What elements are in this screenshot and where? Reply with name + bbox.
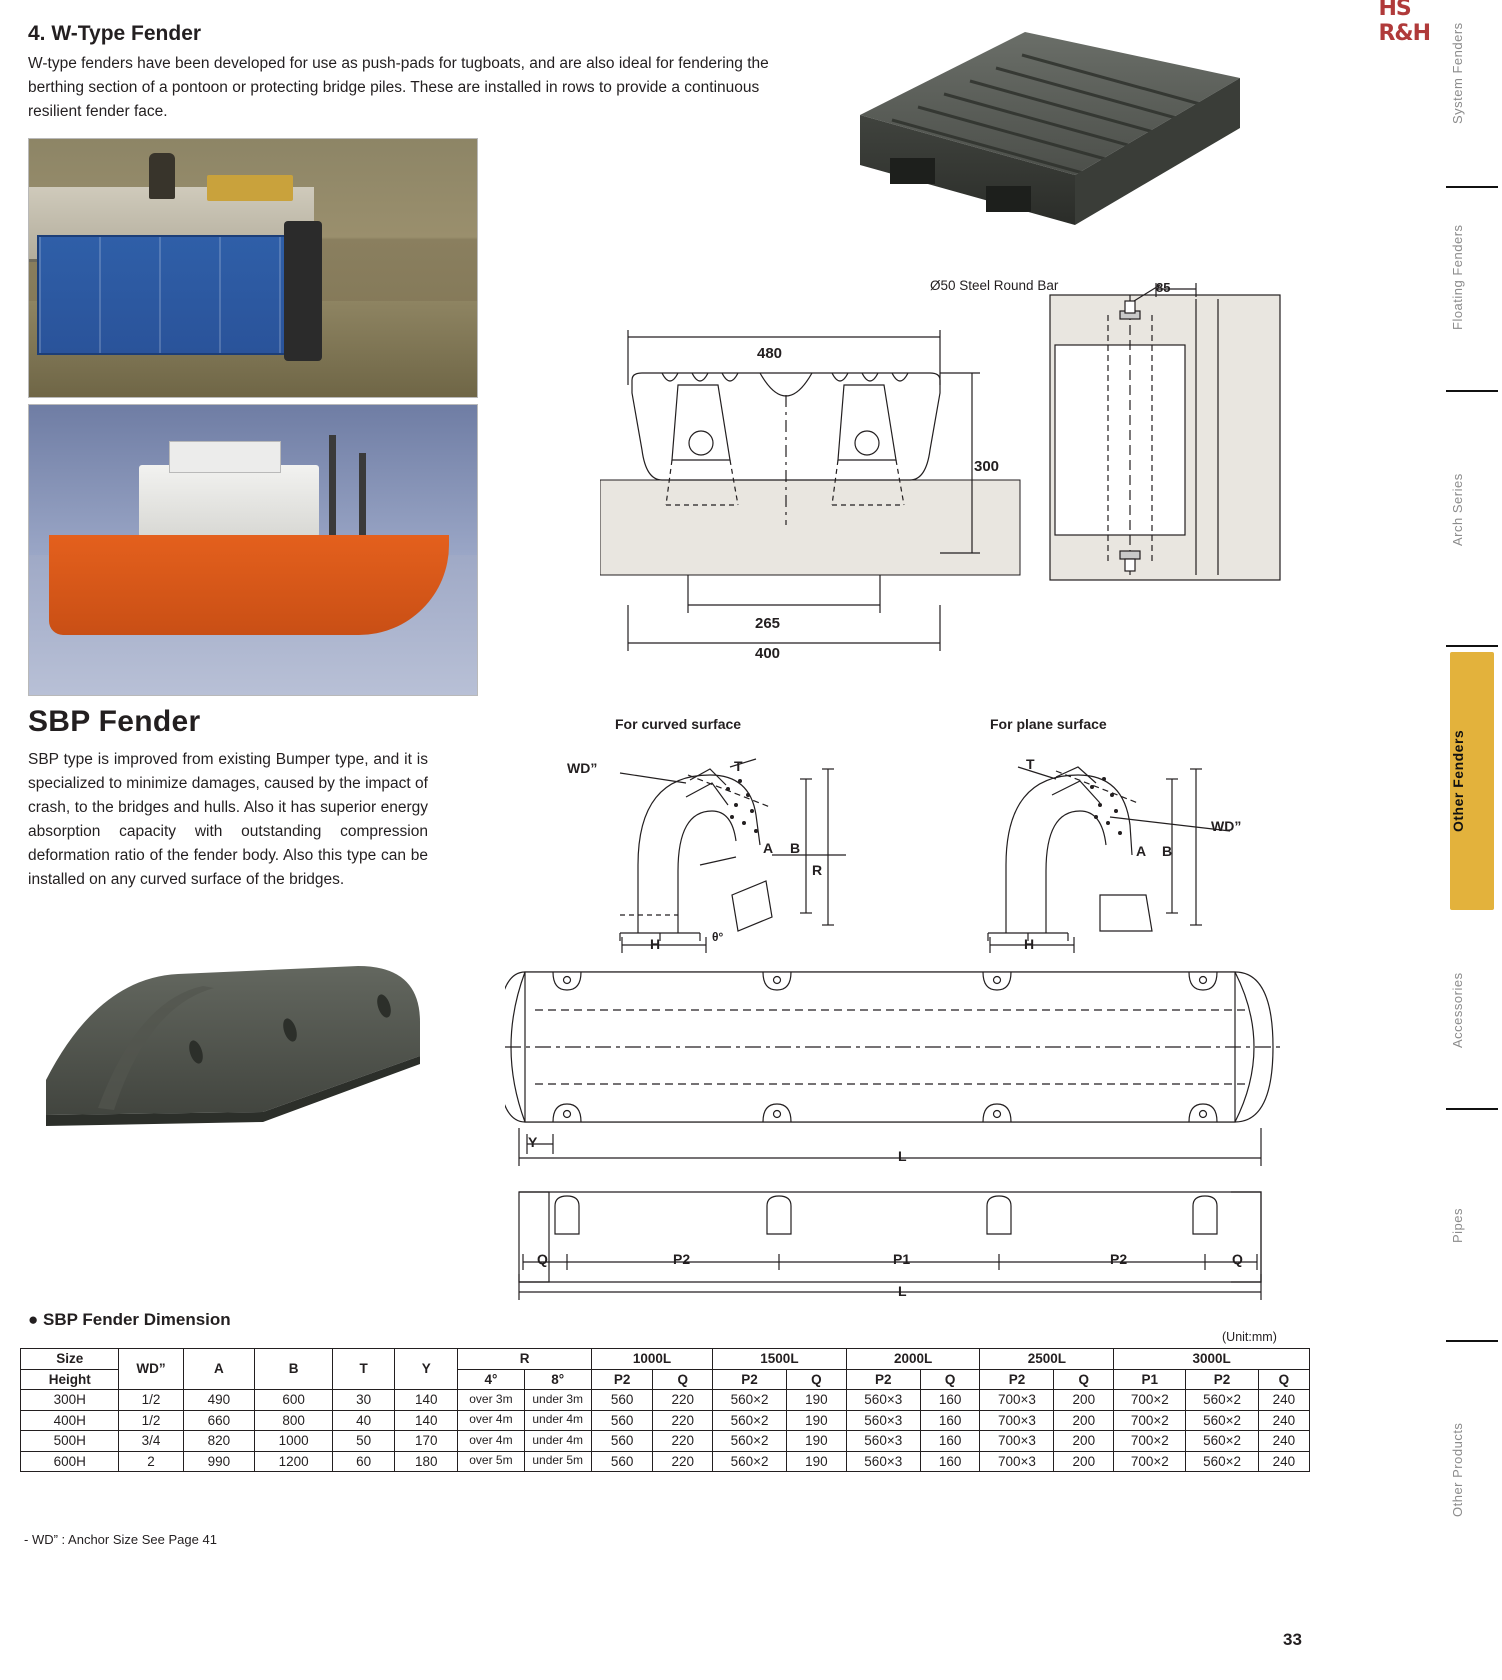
table-cell-b: 800: [255, 1410, 333, 1431]
table-cell-a: 820: [183, 1431, 255, 1452]
table-cell-l2000_p2: 560×3: [846, 1451, 920, 1472]
table-cell-l1500_q: 190: [787, 1410, 847, 1431]
table-cell-l2500_p2: 700×3: [980, 1390, 1054, 1411]
sidebar-item-system-fenders[interactable]: [1450, 8, 1494, 138]
table-cell-l3000_p2: 560×2: [1186, 1410, 1258, 1431]
col-1000l-p2: P2: [591, 1369, 652, 1390]
table-cell-b: 1200: [255, 1451, 333, 1472]
table-cell-l1000_q: 220: [653, 1410, 713, 1431]
table-header-row-1: [21, 1349, 1310, 1370]
table-cell-y: 140: [395, 1410, 458, 1431]
col-height: Height: [21, 1369, 119, 1390]
col-3000l: 3000L: [1114, 1349, 1310, 1370]
table-cell-t: 60: [333, 1451, 395, 1472]
sbp-curved-section-diagram: [560, 745, 890, 960]
elev-p2-left-label: P2: [673, 1251, 691, 1267]
col-b: B: [255, 1349, 333, 1390]
table-cell-l3000_p1: 700×2: [1114, 1451, 1186, 1472]
plane-surface-caption: For plane surface: [990, 716, 1107, 732]
table-cell-l3000_p1: 700×2: [1114, 1431, 1186, 1452]
table-cell-l1500_p2: 560×2: [713, 1431, 787, 1452]
curved-wd-label: WD”: [567, 760, 598, 776]
table-cell-l2500_p2: 700×3: [980, 1431, 1054, 1452]
sbp-fender-render: [28, 960, 428, 1140]
table-cell-l2500_p2: 700×3: [980, 1410, 1054, 1431]
table-cell-l1500_q: 190: [787, 1390, 847, 1411]
table-cell-t: 30: [333, 1390, 395, 1411]
table-cell-l1500_p2: 560×2: [713, 1451, 787, 1472]
table-cell-a: 490: [183, 1390, 255, 1411]
sbp-dimension-table: [20, 1348, 1310, 1472]
dim-400-label: 400: [755, 645, 781, 662]
table-cell-l2000_q: 160: [920, 1410, 980, 1431]
col-wd: WD”: [119, 1349, 183, 1390]
table-cell-r4: over 3m: [458, 1390, 524, 1411]
col-a: A: [183, 1349, 255, 1390]
col-y: Y: [395, 1349, 458, 1390]
table-cell-r4: over 4m: [458, 1431, 524, 1452]
table-cell-l3000_p2: 560×2: [1186, 1390, 1258, 1411]
table-cell-y: 180: [395, 1451, 458, 1472]
sidebar-item-other-fenders[interactable]: [1450, 652, 1494, 910]
table-cell-l2000_p2: 560×3: [846, 1390, 920, 1411]
dim-85-label: 85: [1156, 280, 1171, 295]
table-cell-y: 140: [395, 1390, 458, 1411]
plane-wd-label: WD”: [1211, 818, 1242, 834]
dim-265-label: 265: [755, 615, 781, 632]
page-number: 33: [1283, 1630, 1302, 1649]
rail-divider: [1446, 645, 1498, 647]
table-cell-a: 990: [183, 1451, 255, 1472]
col-3000l-q: Q: [1258, 1369, 1309, 1390]
col-t: T: [333, 1349, 395, 1390]
rail-divider: [1446, 1108, 1498, 1110]
table-cell-b: 1000: [255, 1431, 333, 1452]
table-cell-height: 400H: [21, 1410, 119, 1431]
dim-480-label: 480: [757, 345, 783, 362]
table-cell-l2000_q: 160: [920, 1431, 980, 1452]
table-row: [21, 1390, 1310, 1411]
elev-p2-right-label: P2: [1110, 1251, 1128, 1267]
table-cell-wd: 1/2: [119, 1390, 183, 1411]
sidebar-item-label: System Fenders: [1450, 22, 1465, 124]
table-cell-wd: 1/2: [119, 1410, 183, 1431]
col-size: Size: [21, 1349, 119, 1370]
col-1000l: 1000L: [591, 1349, 712, 1370]
table-cell-l1000_q: 220: [653, 1431, 713, 1452]
table-cell-r4: over 5m: [458, 1451, 524, 1472]
table-cell-wd: 3/4: [119, 1431, 183, 1452]
table-cell-t: 50: [333, 1431, 395, 1452]
dim-300-label: 300: [974, 458, 1000, 475]
table-cell-l2500_q: 200: [1054, 1410, 1114, 1431]
table-cell-l2500_q: 200: [1054, 1451, 1114, 1472]
plan-l-label: L: [898, 1148, 907, 1164]
sbp-heading: SBP Fender: [28, 705, 201, 738]
table-cell-l2000_q: 160: [920, 1390, 980, 1411]
table-cell-height: 300H: [21, 1390, 119, 1411]
table-cell-l2000_p2: 560×3: [846, 1431, 920, 1452]
table-cell-r8: under 4m: [524, 1431, 591, 1452]
curved-surface-caption: For curved surface: [615, 716, 742, 732]
table-row: [21, 1431, 1310, 1452]
brand-logo: HS R&H: [1378, 0, 1430, 46]
curved-t-label: T: [734, 758, 743, 774]
sidebar-item-arch-series[interactable]: [1450, 455, 1494, 565]
sidebar-item-other-products[interactable]: [1450, 1400, 1494, 1540]
rail-divider: [1446, 1340, 1498, 1342]
rail-divider: [1446, 186, 1498, 188]
table-cell-r8: under 4m: [524, 1410, 591, 1431]
table-cell-l1500_p2: 560×2: [713, 1390, 787, 1411]
table-cell-l3000_p1: 700×2: [1114, 1410, 1186, 1431]
photo-tugboat: [28, 404, 478, 696]
table-cell-r4: over 4m: [458, 1410, 524, 1431]
col-1500l-p2: P2: [713, 1369, 787, 1390]
plane-a-label: A: [1136, 843, 1147, 859]
curved-h-label: H: [650, 936, 661, 952]
sidebar-item-label: Other Products: [1450, 1422, 1465, 1518]
table-cell-y: 170: [395, 1431, 458, 1452]
table-cell-l3000_p2: 560×2: [1186, 1451, 1258, 1472]
table-cell-l2000_q: 160: [920, 1451, 980, 1472]
col-2500l: 2500L: [980, 1349, 1114, 1370]
col-1000l-q: Q: [653, 1369, 713, 1390]
table-cell-l3000_q: 240: [1258, 1451, 1309, 1472]
table-row: [21, 1451, 1310, 1472]
col-r-8: 8°: [524, 1369, 591, 1390]
sidebar-item-label: Floating Fenders: [1450, 224, 1465, 331]
col-2000l: 2000L: [846, 1349, 980, 1370]
col-1500l-q: Q: [787, 1369, 847, 1390]
table-cell-l1000_q: 220: [653, 1390, 713, 1411]
sidebar-item-label: Pipes: [1450, 1207, 1465, 1243]
steel-round-bar-note: Ø50 Steel Round Bar: [930, 278, 1059, 293]
table-cell-l3000_q: 240: [1258, 1390, 1309, 1411]
table-cell-l3000_q: 240: [1258, 1431, 1309, 1452]
table-cell-height: 600H: [21, 1451, 119, 1472]
table-cell-b: 600: [255, 1390, 333, 1411]
table-cell-t: 40: [333, 1410, 395, 1431]
curved-theta-label: θ°: [712, 930, 724, 944]
table-cell-height: 500H: [21, 1431, 119, 1452]
table-cell-l2000_p2: 560×3: [846, 1410, 920, 1431]
sbp-dimension-title: ● SBP Fender Dimension: [28, 1310, 231, 1329]
elev-q-right-label: Q: [1232, 1251, 1243, 1267]
table-cell-l1500_p2: 560×2: [713, 1410, 787, 1431]
sidebar-item-label: Other Fenders: [1450, 729, 1466, 833]
table-row: [21, 1410, 1310, 1431]
w-type-drawing: [600, 275, 1300, 675]
col-3000l-p1: P1: [1114, 1369, 1186, 1390]
unit-note: (Unit:mm): [1222, 1330, 1277, 1344]
sidebar-item-label: Arch Series: [1450, 473, 1465, 547]
table-cell-l3000_q: 240: [1258, 1410, 1309, 1431]
side-tab-rail: [1378, 0, 1502, 1680]
w-type-heading: 4. W-Type Fender: [28, 22, 202, 45]
table-cell-a: 660: [183, 1410, 255, 1431]
elev-p1-label: P1: [893, 1251, 911, 1267]
table-cell-l3000_p1: 700×2: [1114, 1390, 1186, 1411]
curved-a-label: A: [763, 840, 774, 856]
w-type-fender-render: [840, 20, 1260, 260]
table-cell-l1000_p2: 560: [591, 1390, 652, 1411]
col-2000l-q: Q: [920, 1369, 980, 1390]
rail-divider: [1446, 390, 1498, 392]
sbp-plane-section-diagram: [960, 745, 1270, 960]
col-r-4: 4°: [458, 1369, 524, 1390]
elev-q-left-label: Q: [537, 1251, 548, 1267]
col-2500l-p2: P2: [980, 1369, 1054, 1390]
plane-t-label: T: [1026, 756, 1035, 772]
col-2500l-q: Q: [1054, 1369, 1114, 1390]
photo-pontoon-fender: [28, 138, 478, 398]
table-cell-l1000_p2: 560: [591, 1410, 652, 1431]
col-1500l: 1500L: [713, 1349, 847, 1370]
col-2000l-p2: P2: [846, 1369, 920, 1390]
table-footnote: - WD” : Anchor Size See Page 41: [24, 1532, 217, 1547]
table-cell-l2500_q: 200: [1054, 1390, 1114, 1411]
table-cell-l1000_q: 220: [653, 1451, 713, 1472]
curved-b-label: B: [790, 840, 801, 856]
w-type-body-text: W-type fenders have been developed for use as push-pads for tugboats, and are also ideal for fendering the berthing section of a pontoon or protecting bridge piles. These are installed in rows to provide a continuous resilient fender face.: [28, 55, 769, 121]
sidebar-item-pipes[interactable]: [1450, 1195, 1494, 1255]
plane-h-label: H: [1024, 936, 1035, 952]
table-cell-l1500_q: 190: [787, 1451, 847, 1472]
table-cell-l1000_p2: 560: [591, 1431, 652, 1452]
table-body: [21, 1390, 1310, 1472]
table-cell-r8: under 5m: [524, 1451, 591, 1472]
table-cell-l1500_q: 190: [787, 1431, 847, 1452]
sidebar-item-accessories[interactable]: [1450, 955, 1494, 1065]
table-cell-r8: under 3m: [524, 1390, 591, 1411]
table-cell-l3000_p2: 560×2: [1186, 1431, 1258, 1452]
table-cell-l1000_p2: 560: [591, 1451, 652, 1472]
plane-b-label: B: [1162, 843, 1173, 859]
table-cell-wd: 2: [119, 1451, 183, 1472]
table-cell-l2500_q: 200: [1054, 1431, 1114, 1452]
table-cell-l2500_p2: 700×3: [980, 1451, 1054, 1472]
plan-y-label: Y: [528, 1134, 538, 1150]
elev-l-label: L: [898, 1283, 907, 1299]
col-3000l-p2: P2: [1186, 1369, 1258, 1390]
sidebar-item-label: Accessories: [1450, 972, 1465, 1048]
sidebar-item-floating-fenders[interactable]: [1450, 210, 1494, 345]
sbp-body-text: SBP type is improved from existing Bumper type, and it is specialized to minimize damages, caused by the impact of crash, to the bridges and hulls. Also it has superior energy absorption capacity with outstanding compression deformation ratio of the fender body. Also this type can be installed on any curved surface of the bridges.: [28, 751, 428, 889]
curved-r-label: R: [812, 862, 823, 878]
col-r: R: [458, 1349, 592, 1370]
